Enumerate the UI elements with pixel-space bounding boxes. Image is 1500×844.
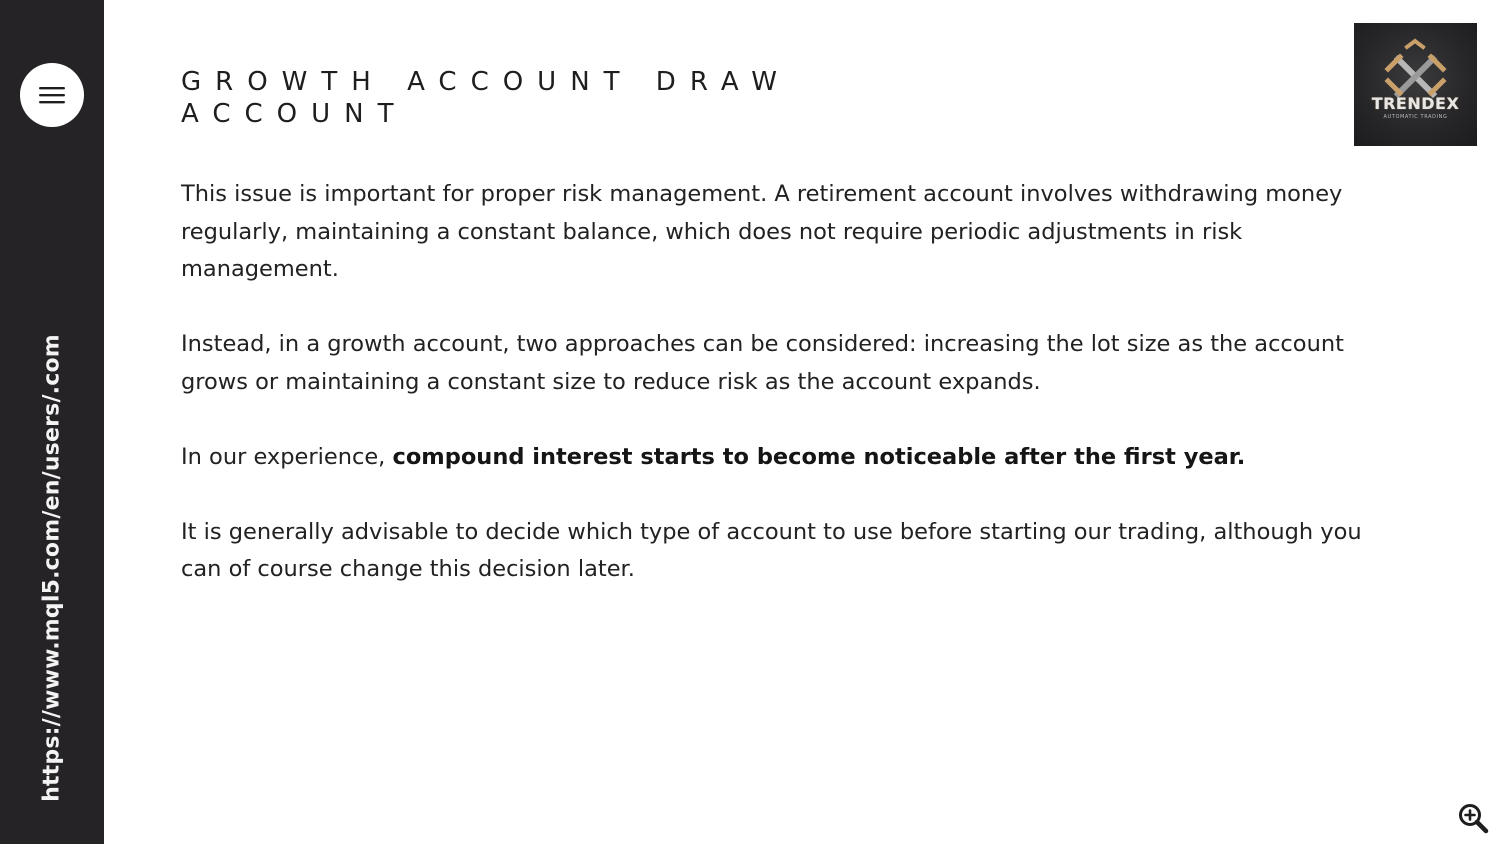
paragraph-2: Instead, in a growth account, two approaches can be considered: increasing the lot size as the account grows or maintaining a constant size to reduce risk as the account expands. — [181, 331, 1344, 395]
zoom-in-icon — [1457, 802, 1489, 834]
menu-button[interactable] — [20, 63, 84, 127]
hamburger-menu-icon — [39, 83, 65, 107]
page-title: GROWTH ACCOUNT DRAW ACCOUNT — [181, 67, 791, 129]
paragraph-4: It is generally advisable to decide which type of account to use before starting our trading, although you can of course change this decision later. — [181, 518, 1362, 582]
zoom-button[interactable] — [1457, 802, 1489, 834]
paragraph-3-lead: In our experience, — [181, 443, 393, 470]
paragraph-3-emphasis: compound interest starts to become noticeable after the first year. — [392, 443, 1246, 470]
sidebar-url-link[interactable]: https://www.mql5.com/en/users/.com — [39, 334, 65, 802]
paragraph-1: This issue is important for proper risk management. A retirement account involves withdrawing money regularly, maintaining a constant balance, which does not require periodic adjustments in risk management. — [181, 181, 1343, 282]
logo-name: TRENDEX — [1371, 94, 1460, 113]
paragraph-3 — [181, 439, 1391, 477]
trendex-x-mark-icon — [1354, 23, 1477, 146]
body-text — [181, 176, 1391, 626]
brand-logo — [1354, 23, 1477, 146]
logo-tagline: AUTOMATIC TRADING — [1383, 114, 1448, 120]
sidebar — [0, 0, 104, 844]
